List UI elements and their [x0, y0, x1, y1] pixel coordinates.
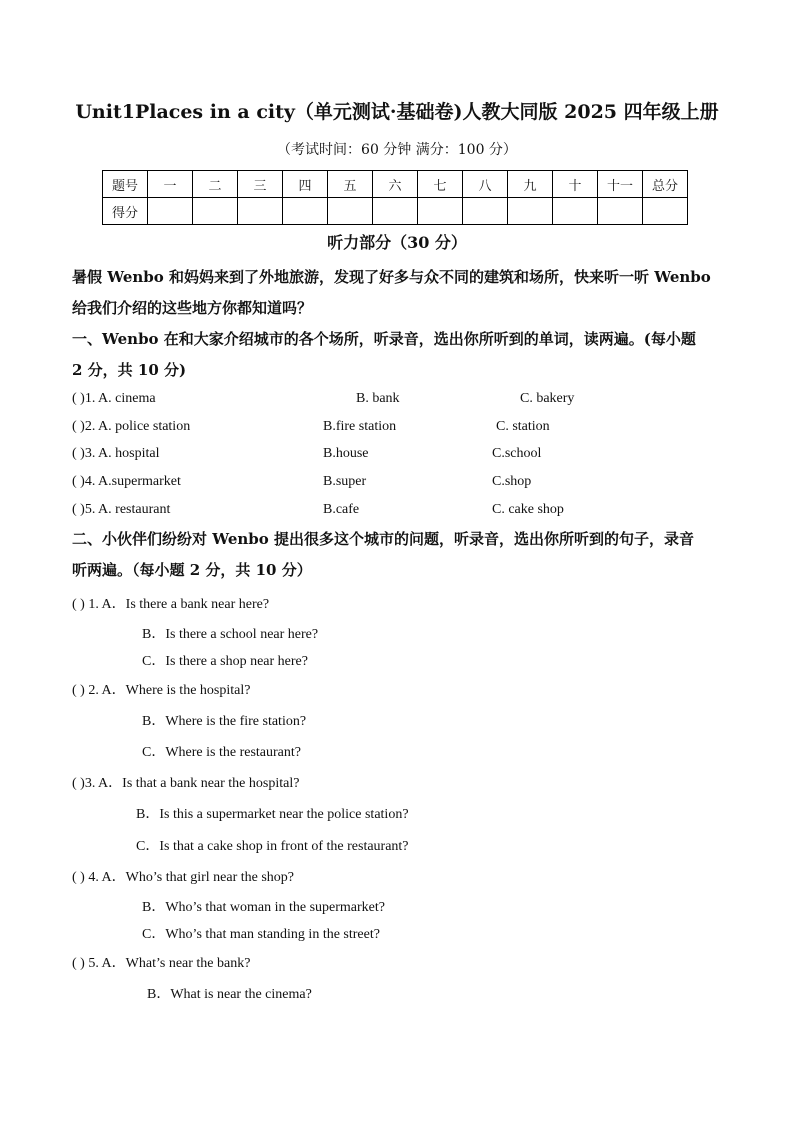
part2-q2-option-c[interactable]: C．Where is the restaurant? — [142, 745, 301, 760]
score-col-5: 五 — [328, 171, 373, 198]
part1-q5-option-a[interactable]: ( )5. A. restaurant — [72, 502, 171, 517]
score-cell[interactable] — [373, 198, 418, 225]
part2-q5-option-b[interactable]: B．What is near the cinema? — [147, 987, 312, 1002]
score-col-10: 十 — [553, 171, 598, 198]
score-col-7: 七 — [418, 171, 463, 198]
part1-q4-option-c[interactable]: C.shop — [492, 474, 532, 489]
score-table-label-number: 题号 — [103, 171, 148, 198]
exam-info: （考试时间：60 分钟 满分：100 分） — [277, 142, 517, 158]
score-col-2: 二 — [193, 171, 238, 198]
intro-line-1: 暑假 Wenbo 和妈妈来到了外地旅游，发现了好多与众不同的建筑和场所，快来听一听 Wenbo — [72, 268, 711, 286]
part1-q2-option-c[interactable]: C. station — [496, 419, 550, 434]
score-col-11: 十一 — [598, 171, 643, 198]
score-cell[interactable] — [238, 198, 283, 225]
score-cell[interactable] — [553, 198, 598, 225]
part2-q1-option-c[interactable]: C．Is there a shop near here? — [142, 654, 308, 669]
score-col-9: 九 — [508, 171, 553, 198]
part1-q1-option-b[interactable]: B. bank — [356, 391, 400, 406]
score-cell[interactable] — [463, 198, 508, 225]
score-col-1: 一 — [148, 171, 193, 198]
part1-q5-option-c[interactable]: C. cake shop — [492, 502, 564, 517]
part1-instruction-line-2: 2 分，共 10 分) — [72, 361, 187, 379]
score-table — [102, 170, 688, 225]
part2-instruction-line-1: 二、小伙伴们纷纷对 Wenbo 提出很多这个城市的问题，听录音，选出你所听到的句子，录音 — [72, 530, 695, 548]
part2-q3-option-a[interactable]: ( )3. A．Is that a bank near the hospital? — [72, 776, 300, 791]
part1-q1-option-c[interactable]: C. bakery — [520, 391, 575, 406]
part2-q4-option-b[interactable]: B．Who’s that woman in the supermarket? — [142, 900, 385, 915]
part1-q5-option-b[interactable]: B.cafe — [323, 502, 360, 517]
part2-q4-option-c[interactable]: C．Who’s that man standing in the street? — [142, 927, 380, 942]
part2-q4-option-a[interactable]: ( ) 4. A．Who’s that girl near the shop? — [72, 870, 295, 885]
score-cell[interactable] — [283, 198, 328, 225]
score-cell[interactable] — [598, 198, 643, 225]
part1-q4-option-b[interactable]: B.super — [323, 474, 367, 489]
score-col-8: 八 — [463, 171, 508, 198]
intro-line-2: 给我们介绍的这些地方你都知道吗？ — [72, 299, 313, 317]
score-cell[interactable] — [148, 198, 193, 225]
score-table-score-row — [103, 198, 688, 225]
part1-q3-option-b[interactable]: B.house — [323, 446, 369, 461]
score-col-6: 六 — [373, 171, 418, 198]
part2-q3-option-b[interactable]: B．Is this a supermarket near the police station? — [136, 807, 409, 822]
score-cell-total[interactable] — [643, 198, 688, 225]
part2-q3-option-c[interactable]: C．Is that a cake shop in front of the restaurant? — [136, 839, 409, 854]
part2-instruction-line-2: 听两遍。（每小题 2 分，共 10 分） — [72, 561, 312, 579]
score-cell[interactable] — [508, 198, 553, 225]
score-table-label-score: 得分 — [103, 198, 148, 225]
score-cell[interactable] — [328, 198, 373, 225]
score-col-3: 三 — [238, 171, 283, 198]
part1-q2-option-a[interactable]: ( )2. A. police station — [72, 419, 191, 434]
part1-instruction-line-1: 一、Wenbo 在和大家介绍城市的各个场所，听录音，选出你所听到的单词，读两遍。(每小题 — [72, 330, 696, 348]
part1-q3-option-c[interactable]: C.school — [492, 446, 542, 461]
part1-q1-option-a[interactable]: ( )1. A. cinema — [72, 391, 156, 406]
part2-q1-option-b[interactable]: B．Is there a school near here? — [142, 627, 319, 642]
part2-q2-option-b[interactable]: B．Where is the fire station? — [142, 714, 307, 729]
part1-q3-option-a[interactable]: ( )3. A. hospital — [72, 446, 160, 461]
part2-q2-option-a[interactable]: ( ) 2. A．Where is the hospital? — [72, 683, 251, 698]
score-cell[interactable] — [193, 198, 238, 225]
score-table-header-row — [103, 171, 688, 198]
part2-q5-option-a[interactable]: ( ) 5. A．What’s near the bank? — [72, 956, 251, 971]
part1-q4-option-a[interactable]: ( )4. A.supermarket — [72, 474, 181, 489]
listening-section-heading: 听力部分（30 分） — [327, 233, 467, 252]
part1-q2-option-b[interactable]: B.fire station — [323, 419, 397, 434]
score-col-total: 总分 — [643, 171, 688, 198]
part2-q1-option-a[interactable]: ( ) 1. A．Is there a bank near here? — [72, 597, 270, 612]
score-col-4: 四 — [283, 171, 328, 198]
score-cell[interactable] — [418, 198, 463, 225]
page-title: Unit1Places in a city（单元测试·基础卷)人教大同版 2025 四年级上册 — [75, 101, 719, 123]
